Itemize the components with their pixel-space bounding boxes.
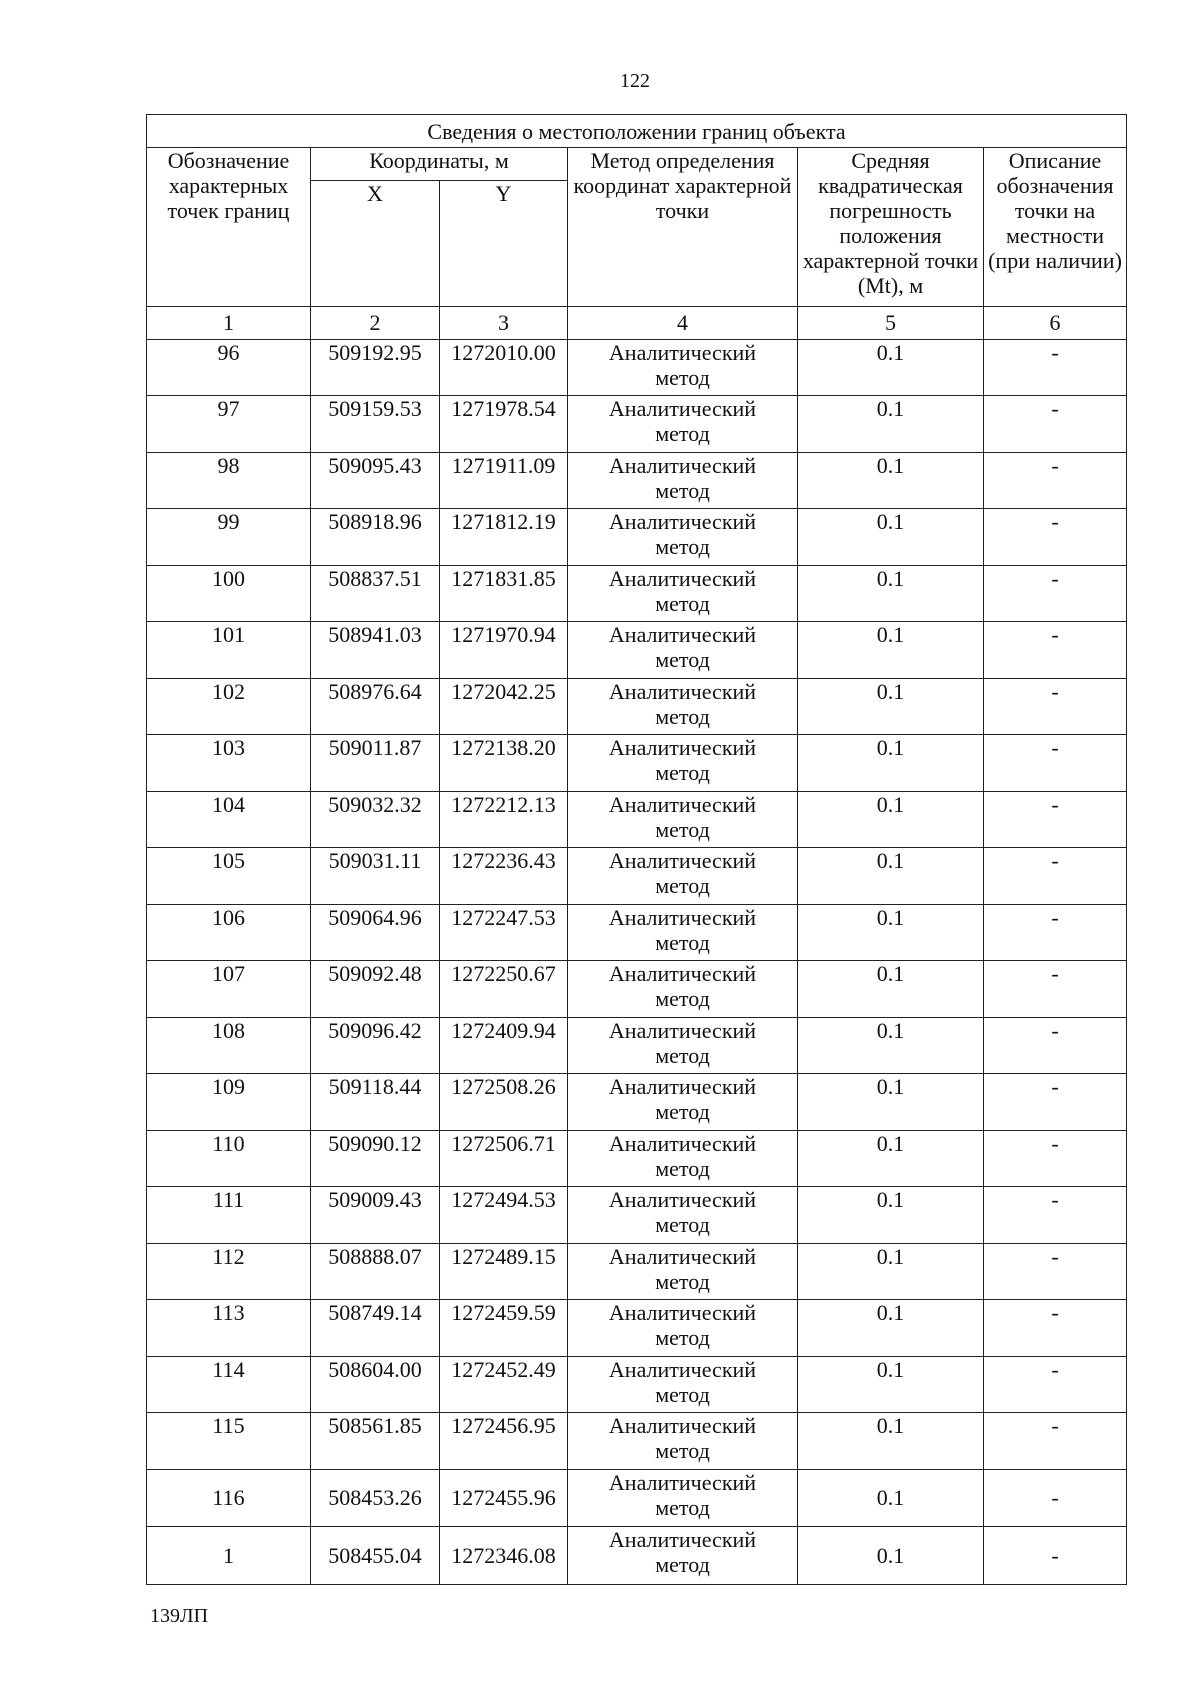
header-y: Y (440, 180, 568, 306)
method-line: метод (655, 421, 710, 447)
method-line: Аналитический (608, 1130, 757, 1156)
point-number-cell: 102 (147, 678, 311, 734)
column-number: 6 (984, 306, 1127, 339)
x-coordinate-cell: 509031.11 (311, 848, 440, 904)
table-row (147, 1527, 1127, 1585)
method-line: метод (655, 986, 710, 1012)
method-line: Аналитический (608, 678, 757, 704)
method-line: Аналитический (608, 1017, 757, 1043)
x-coordinate-cell: 508749.14 (311, 1300, 440, 1356)
method-cell (568, 1469, 798, 1527)
error-cell: 0.1 (798, 848, 984, 904)
description-cell: - (984, 678, 1127, 734)
table-row (147, 791, 1127, 847)
error-cell: 0.1 (798, 961, 984, 1017)
header-description: Описание обозначения точки на местности (при наличии) (984, 148, 1127, 306)
method-line: Аналитический (608, 848, 757, 874)
point-number-cell: 97 (147, 396, 311, 452)
method-cell (568, 509, 798, 565)
point-number-cell: 104 (147, 791, 311, 847)
method-line: метод (655, 1212, 710, 1238)
y-coordinate-cell: 1272459.59 (440, 1300, 568, 1356)
point-number-cell: 100 (147, 565, 311, 621)
description-cell: - (984, 1300, 1127, 1356)
table-row (147, 904, 1127, 960)
description-cell: - (984, 1074, 1127, 1130)
point-number-cell: 112 (147, 1243, 311, 1299)
y-coordinate-cell: 1272250.67 (440, 961, 568, 1017)
table-row (147, 1074, 1127, 1130)
method-line: метод (655, 1438, 710, 1464)
description-cell: - (984, 396, 1127, 452)
header-x: X (311, 180, 440, 306)
header-method: Метод определения координат характерной точки (568, 148, 798, 306)
column-number: 1 (147, 306, 311, 339)
point-number-cell: 110 (147, 1130, 311, 1186)
method-cell (568, 848, 798, 904)
point-number-cell: 111 (147, 1187, 311, 1243)
x-coordinate-cell: 508561.85 (311, 1413, 440, 1469)
description-cell: - (984, 1187, 1127, 1243)
description-cell: - (984, 339, 1127, 395)
error-cell: 0.1 (798, 622, 984, 678)
header-coordinates: Координаты, м (311, 148, 568, 180)
x-coordinate-cell: 509192.95 (311, 339, 440, 395)
table-row (147, 1356, 1127, 1412)
y-coordinate-cell: 1272455.96 (440, 1469, 568, 1527)
point-number-cell: 107 (147, 961, 311, 1017)
header-point: Обозначение характерных точек границ (147, 148, 311, 306)
table-row (147, 622, 1127, 678)
method-line: метод (655, 1494, 710, 1520)
error-cell: 0.1 (798, 904, 984, 960)
method-line: метод (655, 816, 710, 842)
error-cell: 0.1 (798, 1527, 984, 1585)
description-cell: - (984, 509, 1127, 565)
method-cell (568, 904, 798, 960)
error-cell: 0.1 (798, 1187, 984, 1243)
method-line: метод (655, 1552, 710, 1578)
y-coordinate-cell: 1271970.94 (440, 622, 568, 678)
method-cell (568, 961, 798, 1017)
header-error: Средняя квадратическая погрешность положения характерной точки (Mt), м (798, 148, 984, 306)
method-line: Аналитический (608, 396, 757, 422)
method-line: метод (655, 534, 710, 560)
y-coordinate-cell: 1272010.00 (440, 339, 568, 395)
x-coordinate-cell: 508888.07 (311, 1243, 440, 1299)
y-coordinate-cell: 1272456.95 (440, 1413, 568, 1469)
table-row (147, 509, 1127, 565)
error-cell: 0.1 (798, 1074, 984, 1130)
description-cell: - (984, 904, 1127, 960)
method-cell (568, 565, 798, 621)
x-coordinate-cell: 509090.12 (311, 1130, 440, 1186)
method-line: метод (655, 1268, 710, 1294)
description-cell: - (984, 1469, 1127, 1527)
table-row (147, 848, 1127, 904)
table-row (147, 339, 1127, 395)
point-number-cell: 101 (147, 622, 311, 678)
method-line: Аналитический (608, 1300, 757, 1326)
x-coordinate-cell: 508941.03 (311, 622, 440, 678)
method-line: метод (655, 1325, 710, 1351)
method-cell (568, 1187, 798, 1243)
y-coordinate-cell: 1272138.20 (440, 735, 568, 791)
page-number: 122 (620, 70, 650, 92)
x-coordinate-cell: 508604.00 (311, 1356, 440, 1412)
method-line: метод (655, 364, 710, 390)
x-coordinate-cell: 509032.32 (311, 791, 440, 847)
error-cell: 0.1 (798, 565, 984, 621)
method-cell (568, 1356, 798, 1412)
method-line: Аналитический (608, 622, 757, 648)
table-caption: Сведения о местоположении границ объекта (147, 115, 1127, 148)
method-line: метод (655, 477, 710, 503)
x-coordinate-cell: 509011.87 (311, 735, 440, 791)
column-number: 5 (798, 306, 984, 339)
method-cell (568, 1017, 798, 1073)
x-coordinate-cell: 509159.53 (311, 396, 440, 452)
y-coordinate-cell: 1272506.71 (440, 1130, 568, 1186)
method-line: Аналитический (608, 452, 757, 478)
y-coordinate-cell: 1272236.43 (440, 848, 568, 904)
point-number-cell: 103 (147, 735, 311, 791)
method-line: Аналитический (608, 565, 757, 591)
column-number: 3 (440, 306, 568, 339)
y-coordinate-cell: 1272508.26 (440, 1074, 568, 1130)
y-coordinate-cell: 1272212.13 (440, 791, 568, 847)
method-cell (568, 791, 798, 847)
description-cell: - (984, 961, 1127, 1017)
point-number-cell: 105 (147, 848, 311, 904)
x-coordinate-cell: 509064.96 (311, 904, 440, 960)
table-row (147, 961, 1127, 1017)
method-line: Аналитический (608, 1469, 757, 1495)
table-row (147, 1017, 1127, 1073)
table-row (147, 735, 1127, 791)
point-number-cell: 96 (147, 339, 311, 395)
point-number-cell: 99 (147, 509, 311, 565)
x-coordinate-cell: 509118.44 (311, 1074, 440, 1130)
error-cell: 0.1 (798, 1243, 984, 1299)
method-line: Аналитический (608, 1527, 757, 1553)
table-row (147, 1469, 1127, 1527)
table-row (147, 396, 1127, 452)
x-coordinate-cell: 509009.43 (311, 1187, 440, 1243)
x-coordinate-cell: 509095.43 (311, 452, 440, 508)
y-coordinate-cell: 1272247.53 (440, 904, 568, 960)
method-cell (568, 1130, 798, 1186)
x-coordinate-cell: 508918.96 (311, 509, 440, 565)
method-cell (568, 1413, 798, 1469)
method-line: Аналитический (608, 339, 757, 365)
method-cell (568, 1527, 798, 1585)
y-coordinate-cell: 1272042.25 (440, 678, 568, 734)
method-cell (568, 1300, 798, 1356)
point-number-cell: 113 (147, 1300, 311, 1356)
description-cell: - (984, 848, 1127, 904)
x-coordinate-cell: 508455.04 (311, 1527, 440, 1585)
description-cell: - (984, 1130, 1127, 1186)
error-cell: 0.1 (798, 1413, 984, 1469)
y-coordinate-cell: 1272409.94 (440, 1017, 568, 1073)
method-cell (568, 339, 798, 395)
x-coordinate-cell: 509092.48 (311, 961, 440, 1017)
point-number-cell: 114 (147, 1356, 311, 1412)
method-line: метод (655, 1099, 710, 1125)
y-coordinate-cell: 1271812.19 (440, 509, 568, 565)
x-coordinate-cell: 508453.26 (311, 1469, 440, 1527)
y-coordinate-cell: 1272494.53 (440, 1187, 568, 1243)
description-cell: - (984, 791, 1127, 847)
table-row (147, 1243, 1127, 1299)
method-line: Аналитический (608, 961, 757, 987)
method-line: Аналитический (608, 1187, 757, 1213)
error-cell: 0.1 (798, 1130, 984, 1186)
error-cell: 0.1 (798, 1356, 984, 1412)
point-number-cell: 116 (147, 1469, 311, 1527)
point-number-cell: 98 (147, 452, 311, 508)
method-cell (568, 735, 798, 791)
method-line: метод (655, 1155, 710, 1181)
description-cell: - (984, 1356, 1127, 1412)
method-line: Аналитический (608, 509, 757, 535)
table-row (147, 1130, 1127, 1186)
method-cell (568, 1074, 798, 1130)
point-number-cell: 109 (147, 1074, 311, 1130)
error-cell: 0.1 (798, 678, 984, 734)
error-cell: 0.1 (798, 509, 984, 565)
document-code: 139ЛП (150, 1605, 209, 1627)
method-cell (568, 678, 798, 734)
error-cell: 0.1 (798, 791, 984, 847)
method-line: Аналитический (608, 1356, 757, 1382)
y-coordinate-cell: 1271831.85 (440, 565, 568, 621)
method-line: метод (655, 590, 710, 616)
boundary-points-table (146, 114, 1127, 1585)
y-coordinate-cell: 1272489.15 (440, 1243, 568, 1299)
method-line: метод (655, 1042, 710, 1068)
method-cell (568, 622, 798, 678)
error-cell: 0.1 (798, 452, 984, 508)
table-row (147, 678, 1127, 734)
method-line: Аналитический (608, 1243, 757, 1269)
description-cell: - (984, 1527, 1127, 1585)
y-coordinate-cell: 1272452.49 (440, 1356, 568, 1412)
error-cell: 0.1 (798, 735, 984, 791)
method-cell (568, 452, 798, 508)
x-coordinate-cell: 508837.51 (311, 565, 440, 621)
description-cell: - (984, 1017, 1127, 1073)
y-coordinate-cell: 1271911.09 (440, 452, 568, 508)
point-number-cell: 108 (147, 1017, 311, 1073)
point-number-cell: 1 (147, 1527, 311, 1585)
method-cell (568, 396, 798, 452)
point-number-cell: 115 (147, 1413, 311, 1469)
description-cell: - (984, 622, 1127, 678)
column-number: 2 (311, 306, 440, 339)
method-line: метод (655, 760, 710, 786)
column-number: 4 (568, 306, 798, 339)
method-line: метод (655, 1381, 710, 1407)
table-row (147, 452, 1127, 508)
table-row (147, 1300, 1127, 1356)
table-row (147, 565, 1127, 621)
method-cell (568, 1243, 798, 1299)
point-number-cell: 106 (147, 904, 311, 960)
description-cell: - (984, 735, 1127, 791)
error-cell: 0.1 (798, 1017, 984, 1073)
method-line: Аналитический (608, 791, 757, 817)
y-coordinate-cell: 1271978.54 (440, 396, 568, 452)
description-cell: - (984, 452, 1127, 508)
method-line: метод (655, 929, 710, 955)
table-row (147, 1413, 1127, 1469)
method-line: Аналитический (608, 904, 757, 930)
description-cell: - (984, 1243, 1127, 1299)
method-line: метод (655, 873, 710, 899)
x-coordinate-cell: 508976.64 (311, 678, 440, 734)
y-coordinate-cell: 1272346.08 (440, 1527, 568, 1585)
error-cell: 0.1 (798, 1469, 984, 1527)
description-cell: - (984, 1413, 1127, 1469)
method-line: Аналитический (608, 1074, 757, 1100)
table-row (147, 1187, 1127, 1243)
error-cell: 0.1 (798, 1300, 984, 1356)
error-cell: 0.1 (798, 339, 984, 395)
method-line: метод (655, 703, 710, 729)
error-cell: 0.1 (798, 396, 984, 452)
x-coordinate-cell: 509096.42 (311, 1017, 440, 1073)
method-line: Аналитический (608, 735, 757, 761)
method-line: метод (655, 647, 710, 673)
method-line: Аналитический (608, 1413, 757, 1439)
description-cell: - (984, 565, 1127, 621)
